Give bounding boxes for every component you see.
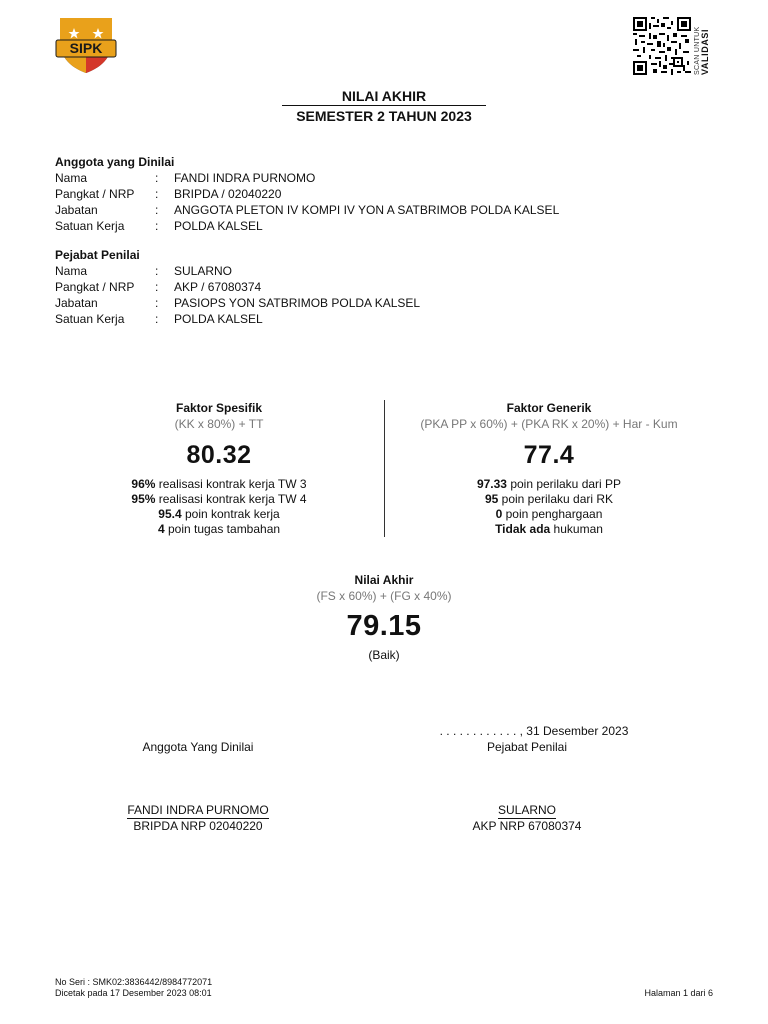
field-label: Nama <box>55 171 88 185</box>
qr-caption-scan: SCAN UNTUK <box>694 26 701 75</box>
faktor-spesifik-score: 80.32 <box>186 441 252 469</box>
fs-detail-line <box>54 507 384 522</box>
fg-detail-text: poin penghargaan <box>505 507 603 521</box>
field-label: Pangkat / NRP <box>55 280 135 294</box>
field-separator: : <box>155 312 159 326</box>
fs-detail-text: poin kontrak kerja <box>184 507 280 521</box>
fg-detail-value: 0 <box>495 507 503 521</box>
fs-detail-value: 4 <box>157 522 165 536</box>
fg-detail-text: poin perilaku dari PP <box>510 477 622 491</box>
fg-detail-line <box>384 522 714 537</box>
fg-detail-line <box>384 477 714 492</box>
right-signer-name-wrap <box>377 803 677 819</box>
document-title-line1: NILAI AKHIR <box>341 88 427 104</box>
left-signer-name: FANDI INDRA PURNOMO <box>127 803 269 817</box>
fs-detail-text: realisasi kontrak kerja TW 3 <box>158 477 307 491</box>
field-label: Satuan Kerja <box>55 312 125 326</box>
fs-detail-value: 96% <box>131 477 156 491</box>
field-separator: : <box>155 264 159 278</box>
nilai-akhir-block <box>234 573 534 663</box>
nilai-akhir-heading: Nilai Akhir <box>354 573 414 587</box>
serial-number: No Seri : SMK02:3836442/8984772071 <box>55 977 213 987</box>
right-signer-role: Pejabat Penilai <box>486 740 568 754</box>
field-value: BRIPDA / 02040220 <box>174 187 282 201</box>
pejabat-heading: Pejabat Penilai <box>55 248 140 262</box>
nilai-akhir-score: 79.15 <box>346 610 422 642</box>
faktor-generik-formula: (PKA PP x 60%) + (PKA RK x 20%) + Har - Kum <box>420 417 678 431</box>
field-value: AKP / 67080374 <box>174 280 262 294</box>
field-label: Jabatan <box>55 203 98 217</box>
field-value: FANDI INDRA PURNOMO <box>174 171 316 185</box>
field-label: Pangkat / NRP <box>55 187 135 201</box>
field-value: POLDA KALSEL <box>174 219 263 233</box>
faktor-generik-score: 77.4 <box>523 441 575 469</box>
nilai-akhir-predikat: (Baik) <box>368 648 400 662</box>
fs-detail-line <box>54 522 384 537</box>
faktor-spesifik-formula: (KK x 80%) + TT <box>174 417 264 431</box>
qr-code-block[interactable] <box>633 17 715 75</box>
field-separator: : <box>155 203 159 217</box>
fg-detail-text: poin perilaku dari RK <box>501 492 614 506</box>
field-separator: : <box>155 296 159 310</box>
fs-detail-text: realisasi kontrak kerja TW 4 <box>158 492 307 506</box>
field-value: PASIOPS YON SATBRIMOB POLDA KALSEL <box>174 296 421 310</box>
field-label: Jabatan <box>55 296 98 310</box>
faktor-spesifik-block <box>54 401 384 537</box>
left-signer-role: Anggota Yang Dinilai <box>142 740 254 754</box>
fs-detail-line <box>54 477 384 492</box>
nilai-akhir-formula: (FS x 60%) + (FG x 40%) <box>316 589 452 603</box>
field-separator: : <box>155 171 159 185</box>
field-value: SULARNO <box>174 264 233 278</box>
fs-detail-value: 95% <box>131 492 156 506</box>
left-signer-name-wrap <box>48 803 348 819</box>
title-underline <box>282 105 486 106</box>
faktor-generik-block <box>384 401 714 537</box>
field-value: POLDA KALSEL <box>174 312 263 326</box>
faktor-generik-heading: Faktor Generik <box>506 401 592 415</box>
field-separator: : <box>155 280 159 294</box>
faktor-spesifik-heading: Faktor Spesifik <box>175 401 263 415</box>
document-title-line2: SEMESTER 2 TAHUN 2023 <box>296 108 472 124</box>
fg-detail-text: hukuman <box>553 522 603 536</box>
fs-detail-line <box>54 492 384 507</box>
fs-detail-value: 95.4 <box>158 507 182 521</box>
fg-detail-line <box>384 492 714 507</box>
qr-code-icon <box>633 17 691 75</box>
field-separator: : <box>155 187 159 201</box>
field-value: ANGGOTA PLETON IV KOMPI IV YON A SATBRIMOB POLDA KALSEL <box>174 203 560 217</box>
sipk-logo-icon <box>54 16 118 74</box>
qr-caption <box>694 17 714 75</box>
page-number: Halaman 1 dari 6 <box>644 988 713 998</box>
qr-caption-validasi: VALIDASI <box>700 28 710 75</box>
fg-detail-value: 95 <box>484 492 499 506</box>
right-signer-name: SULARNO <box>497 803 556 817</box>
printed-date: Dicetak pada 17 Desember 2023 08:01 <box>55 988 212 998</box>
fg-detail-value: 97.33 <box>476 477 507 491</box>
field-label: Nama <box>55 264 88 278</box>
field-separator: : <box>155 219 159 233</box>
left-signer-nrp: BRIPDA NRP 02040220 <box>133 819 263 833</box>
fs-detail-text: poin tugas tambahan <box>167 522 281 536</box>
field-label: Satuan Kerja <box>55 219 125 233</box>
fg-detail-line <box>384 507 714 522</box>
fg-detail-value: Tidak ada <box>495 522 551 536</box>
svg-text:SIPK: SIPK <box>69 40 103 56</box>
place-date: . . . . . . . . . . . . , 31 Desember 2023 <box>439 724 629 738</box>
right-signer-nrp: AKP NRP 67080374 <box>472 819 582 833</box>
anggota-heading: Anggota yang Dinilai <box>55 155 175 169</box>
